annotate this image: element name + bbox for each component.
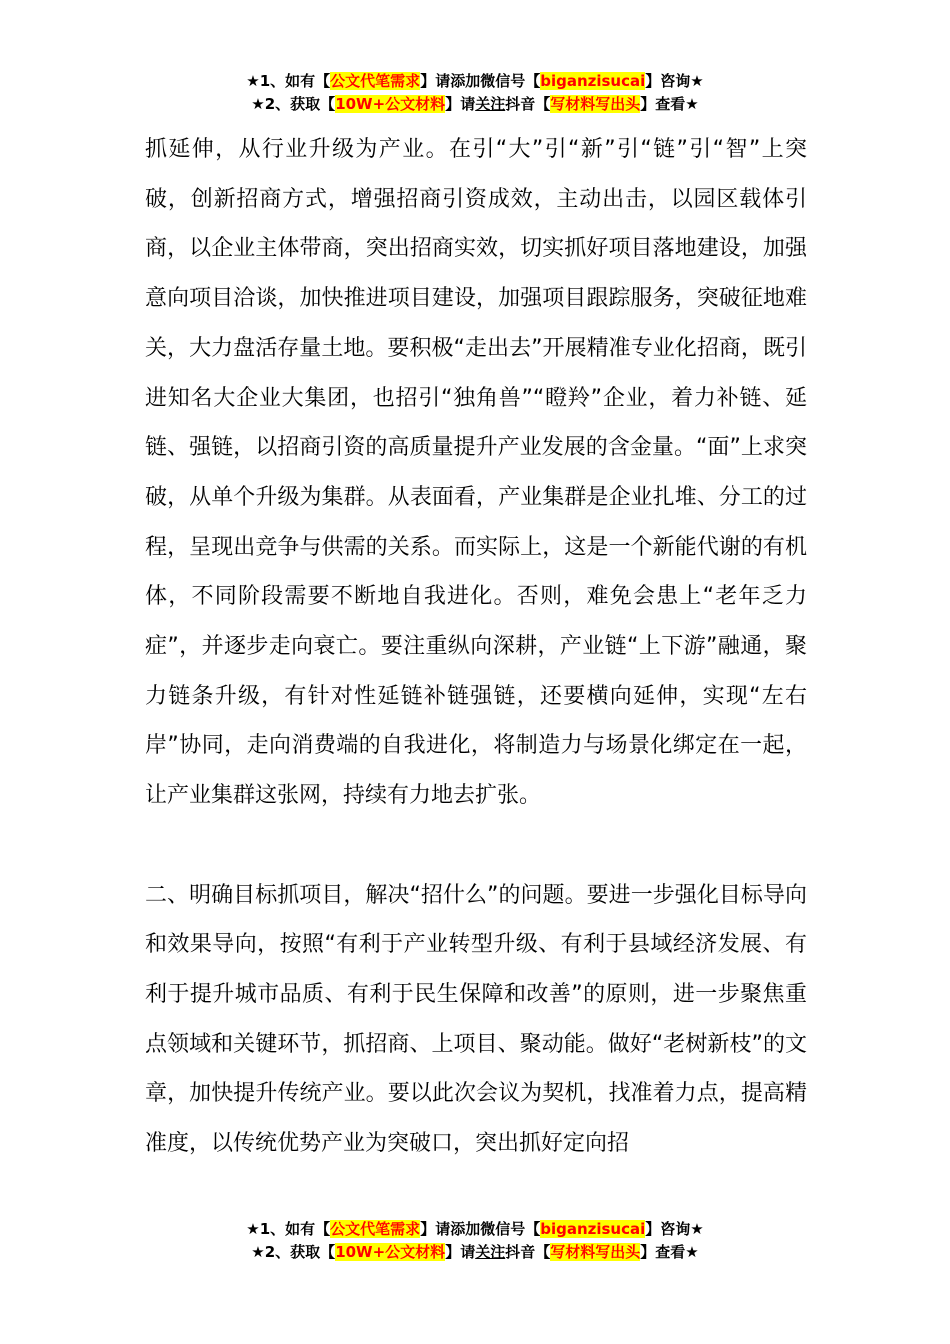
underlined-follow: 关注 (475, 95, 506, 113)
footer-banner (0, 1218, 950, 1264)
header-banner (0, 70, 950, 116)
underlined-follow: 关注 (475, 1243, 506, 1261)
highlight-account: 写材料写出头 (550, 95, 641, 113)
banner-line-2: ★2、获取【10W+公文材料】请关注抖音【写材料写出头】查看★ (251, 95, 699, 113)
paragraph-2: 二、明确目标抓项目，解决“招什么”的问题。要进一步强化目标导向和效果导向，按照“有利于产业转型升级、有利于县域经济发展、有利于提升城市品质、有利于民生保障和改善”的原则，进一步聚焦重点领域和关键环节，抓招商、上项目、聚动能。做好“老树新枝”的文章，加快提升传统产业。要以此次会议为契机，找准着力点，提高精准度，以传统优势产业为突破口，突出抓好定向招 (145, 882, 807, 1157)
highlight-account: 写材料写出头 (550, 1243, 641, 1261)
banner-line-1: ★1、如有【公文代笔需求】请添加微信号【biganzisucai】咨询★ (246, 1220, 704, 1238)
banner-line-2: ★2、获取【10W+公文材料】请关注抖音【写材料写出头】查看★ (251, 1243, 699, 1261)
banner-line-1: ★1、如有【公文代笔需求】请添加微信号【biganzisucai】咨询★ (246, 72, 704, 90)
highlight-materials: 10W+公文材料 (335, 95, 446, 113)
highlight-service: 公文代笔需求 (330, 72, 421, 90)
document-body (145, 125, 807, 1169)
highlight-wechat-id: biganzisucai (540, 1220, 646, 1238)
paragraph-1: 抓延伸，从行业升级为产业。在引“大”引“新”引“链”引“智”上突破，创新招商方式，增强招商引资成效，主动出击，以园区载体引商，以企业主体带商，突出招商实效，切实抓好项目落地建设，加强意向项目洽谈，加快推进项目建设，加强项目跟踪服务，突破征地难关，大力盘活存量土地。要积极“走出去”开展精准专业化招商，既引进知名大企业大集团，也招引“独角兽”“瞪羚”企业，着力补链、延链、强链，以招商引资的高质量提升产业发展的含金量。“面”上求突破，从单个升级为集群。从表面看，产业集群是企业扎堆、分工的过程，呈现出竞争与供需的关系。而实际上，这是一个新能代谢的有机体，不同阶段需要不断地自我进化。否则，难免会患上“老年乏力症”，并逐步走向衰亡。要注重纵向深耕，产业链“上下游”融通，聚力链条升级，有针对性延链补链强链，还要横向延伸，实现“左右岸”协同，走向消费端的自我进化，将制造力与场景化绑定在一起，让产业集群这张网，持续有力地去扩张。 (145, 137, 807, 809)
highlight-service: 公文代笔需求 (330, 1220, 421, 1238)
highlight-materials: 10W+公文材料 (335, 1243, 446, 1261)
highlight-wechat-id: biganzisucai (540, 72, 646, 90)
